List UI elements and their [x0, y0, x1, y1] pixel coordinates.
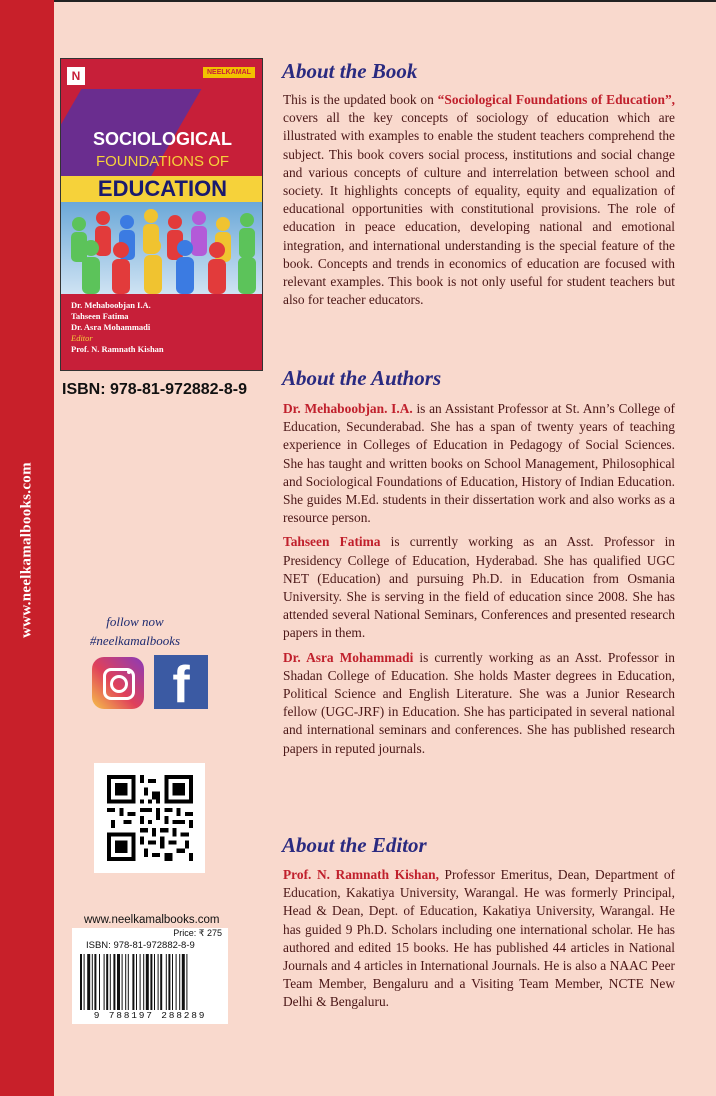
- barcode-website: www.neelkamalbooks.com: [84, 914, 220, 926]
- cover-authors: Dr. Mehaboobjan I.A. Tahseen Fatima Dr. Asra Mohammadi Editor Prof. N. Ramnath Kishan: [61, 294, 263, 371]
- cover-publisher: NEELKAMAL: [203, 67, 255, 78]
- about-authors-heading: About the Authors: [282, 366, 442, 390]
- cover-people-illustration: [61, 202, 263, 294]
- about-book-text: This is the updated book on “Sociological Foundations of Education”, covers all the key concepts of sociology of education which are illustrated with examples to enable the student teachers comprehend the subject. This book covers social process, institutions and social change and various concepts of culture and interrelation between school and society. It highlights concepts of equality, equity and equalization of educational opportunities with constitutional provisions. The role of education in peace education, developing national and emotional integration, and international understanding is the special feature of the book. Concepts and trends in economics of education are focused with relevant examples. This book is not only useful for student teachers but also for teacher educators.: [283, 92, 675, 308]
- author2-bio: Tahseen Fatima is currently working as an Asst. Professor in Presidency College of Education, Hyderabad. She has qualified UGC NET (Education) and pursuing Ph.D. in Education from Osmania University. She is serving in the field of education since 2008. She has attended several National Seminars, Conferences and presented research papers in them.: [283, 534, 675, 641]
- hashtag: #neelkamalbooks: [89, 633, 181, 648]
- spine-website: www.neelkamalbooks.com: [18, 462, 35, 638]
- cover-title-line1: SOCIOLOGICAL: [93, 129, 232, 149]
- about-editor-heading: About the Editor: [282, 833, 427, 857]
- facebook-icon: f: [154, 655, 208, 709]
- spine-band: [0, 0, 54, 1096]
- barcode-isbn: ISBN: 978-81-972882-8-9: [86, 940, 195, 951]
- barcode-box: [72, 928, 228, 1024]
- top-border: [0, 0, 716, 2]
- publisher-logo-icon: N: [67, 67, 85, 85]
- isbn-main: ISBN: 978-81-972882-8-9: [62, 381, 247, 398]
- editor-name: Prof. N. Ramnath Kishan,: [283, 867, 439, 882]
- follow-block: [70, 612, 200, 650]
- about-editor-text: Prof. N. Ramnath Kishan, Professor Emeritus, Dean, Department of Education, Kakatiya University, Warangal. He was formerly Principal, Head & Dean, Dept. of Education, Kakatiya University, Warangal. He has guided 9 Ph.D. Scholars including one international scholar. He has authored and edited 15 books. He has published 44 articles in National Journals and 4 articles in International Journals. He is also a NAAC Peer Team Member, Bengaluru and a Visiting Team Member, NCTE New Delhi & Bengaluru.: [283, 867, 675, 1010]
- book-cover-thumbnail: [60, 58, 263, 371]
- barcode-digits: 9 788197 288289: [93, 1010, 207, 1021]
- cover-title-line2: FOUNDATIONS OF: [95, 153, 230, 170]
- price: Price: ₹ 275: [173, 928, 222, 938]
- author3-bio: Dr. Asra Mohammadi is currently working as an Asst. Professor in Shadan College of Education. She holds Master degrees in Education, Political Science and English Literature. She was a Junior Research fellow (UGC-JRF) in Education. She has participated in several national and international seminars and conferences. She has published research papers in reputed journals.: [283, 649, 675, 756]
- author1-bio: Dr. Mehaboobjan. I.A. is an Assistant Professor at St. Ann’s College of Education, Secunderabad. She has a span of twenty years of teaching experience in Colleges of Education in Pedagogy of Social Sciences. She has taught and written books on School Management, Philosophical and Sociological Foundations of Education, History of Indian Education. She guides M.Ed. students in their dissertation work and also works as a resource person.: [283, 401, 675, 526]
- book-title-quoted: “Sociological Foundations of Education”,: [437, 92, 675, 107]
- about-authors-text: [283, 400, 675, 764]
- instagram-icon: [92, 657, 144, 709]
- about-book-heading: About the Book: [282, 59, 418, 83]
- barcode-bars: [80, 954, 220, 1010]
- cover-title-line3: EDUCATION: [61, 176, 263, 202]
- follow-label: follow now: [106, 614, 164, 629]
- qr-code: [94, 763, 205, 873]
